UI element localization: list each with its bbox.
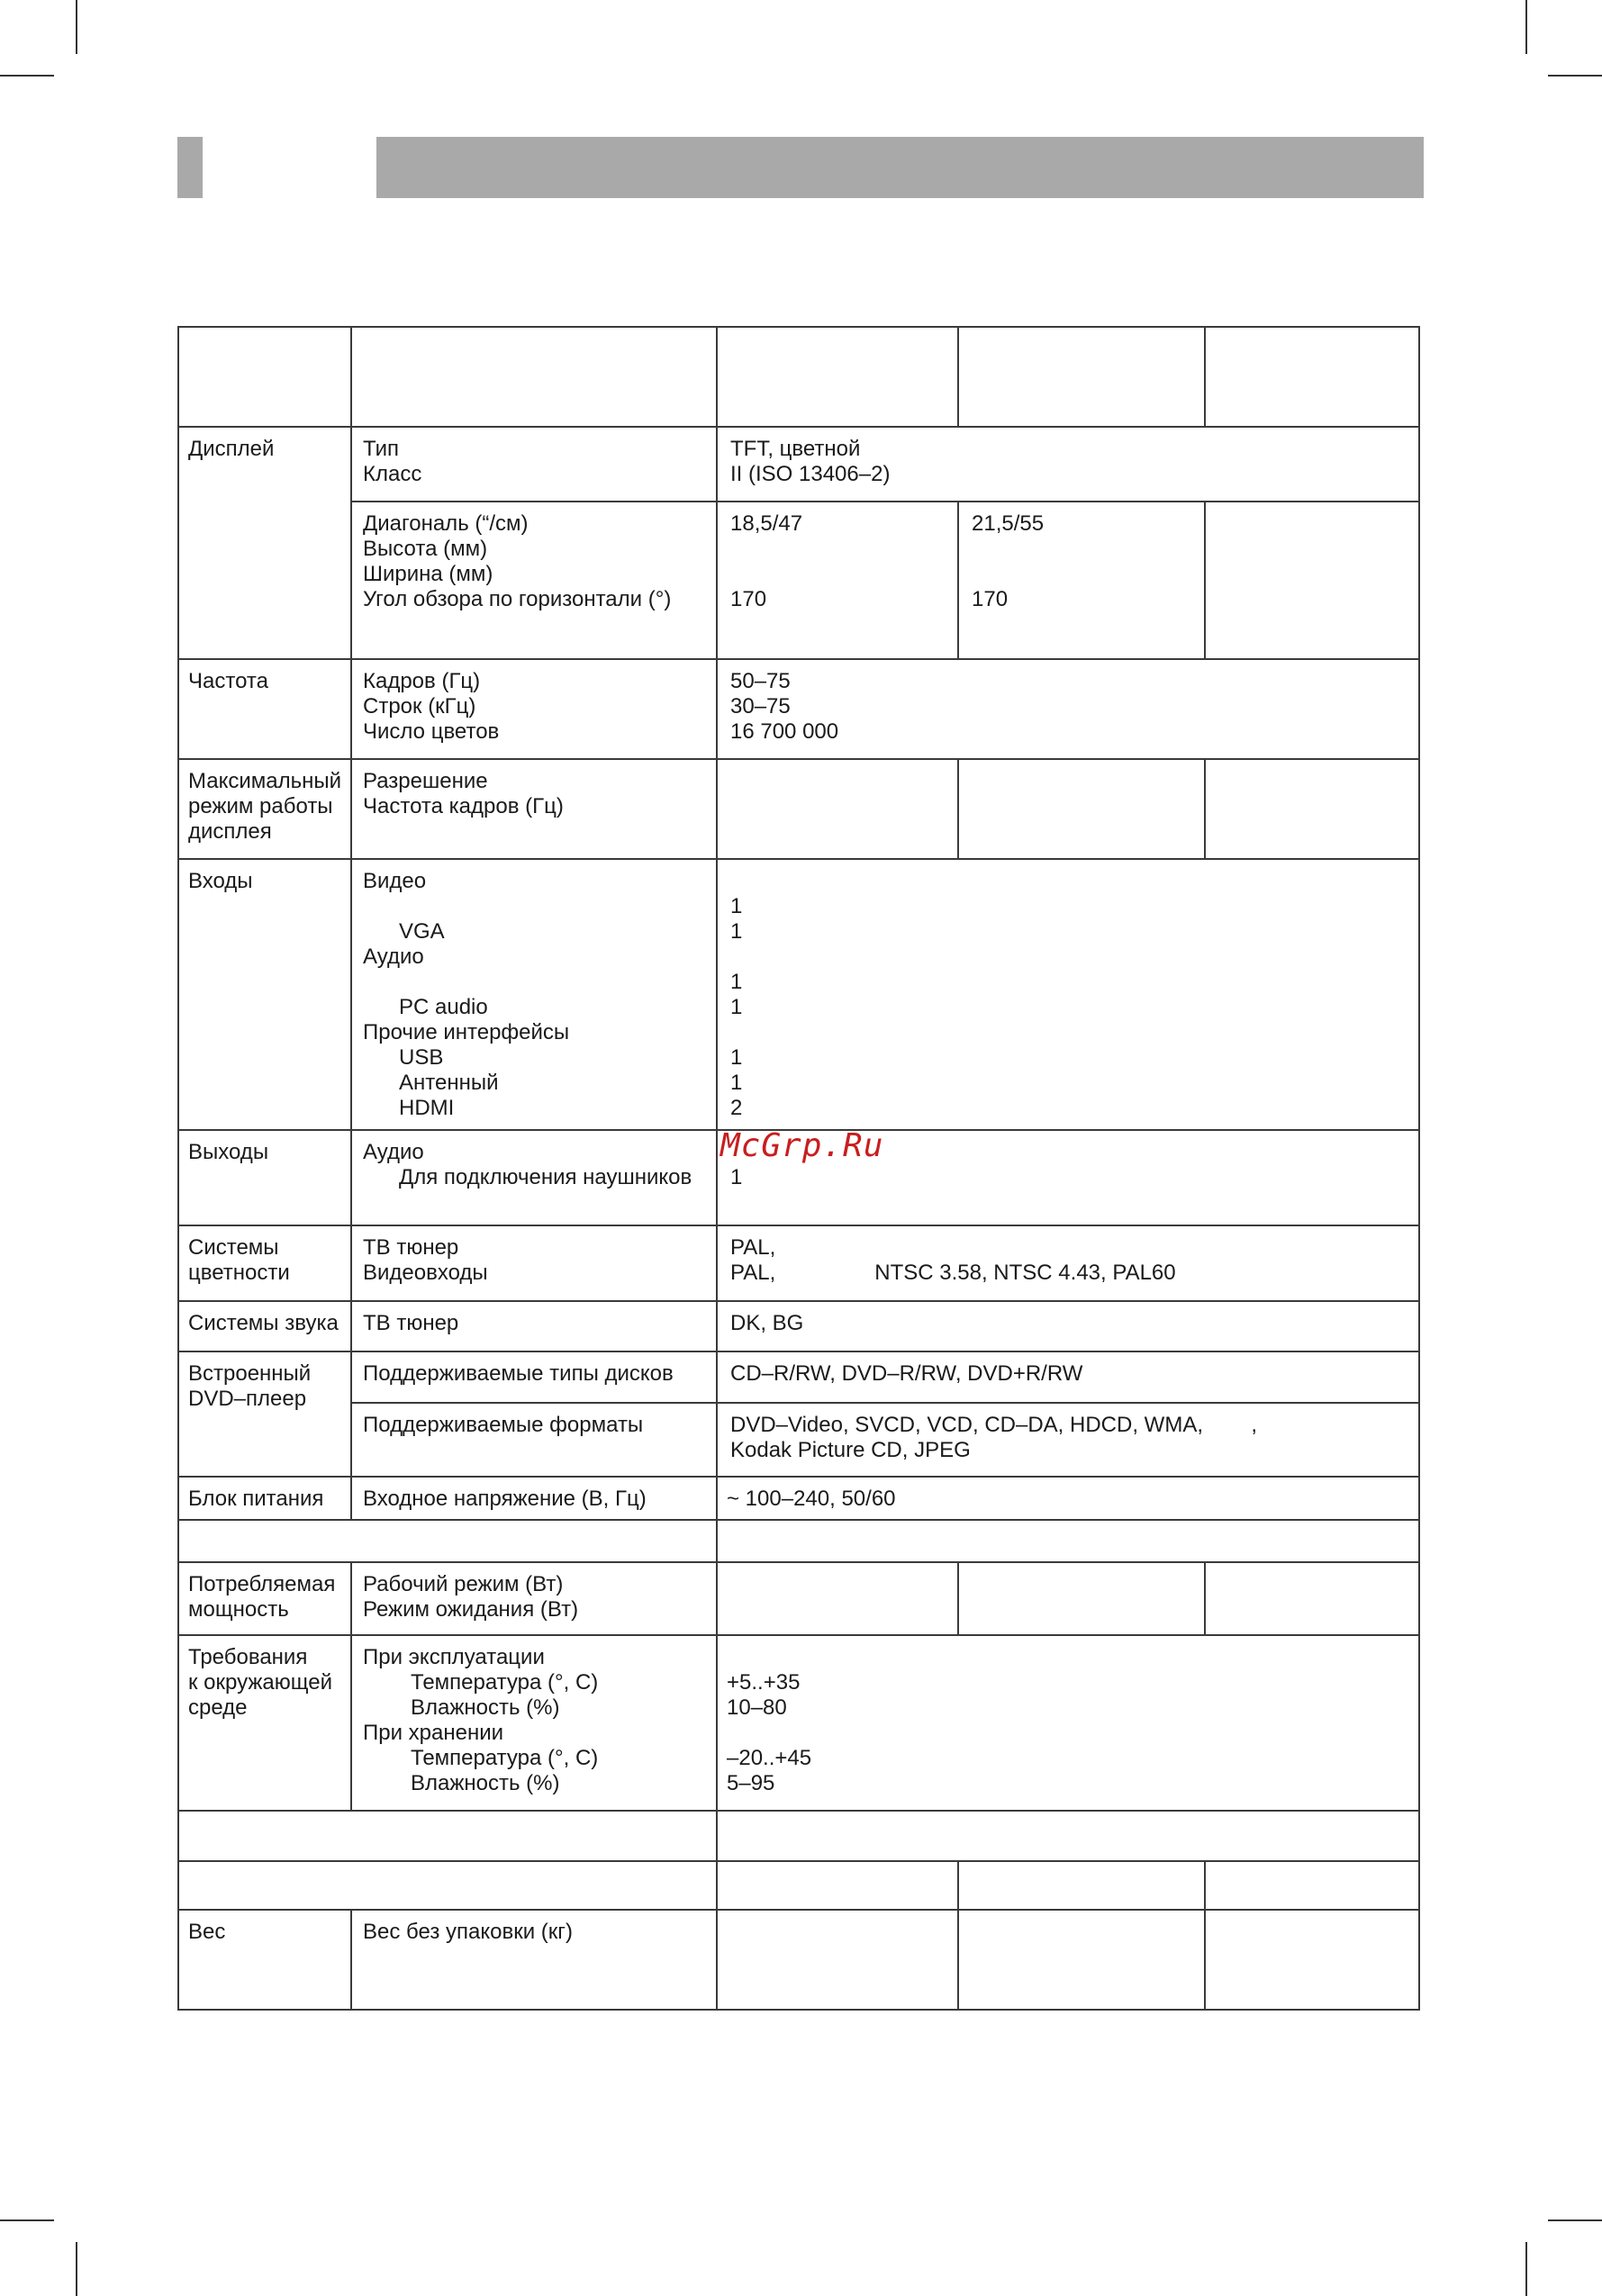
- table-row: [178, 1635, 1419, 1811]
- param-cell: Поддерживаемые форматы: [351, 1403, 717, 1477]
- category-max-mode: Максимальный режим работы дисплея: [178, 759, 351, 859]
- value-cell: ~ 100–240, 50/60: [717, 1477, 1419, 1520]
- param-cell: Диагональ (“/см) Высота (мм) Ширина (мм) Угол обзора по горизонтали (°): [351, 502, 717, 659]
- category-frequency: Частота: [178, 659, 351, 759]
- param-cell: Рабочий режим (Вт) Режим ожидания (Вт): [351, 1562, 717, 1635]
- header-cell: [1205, 327, 1419, 427]
- header-tab: [177, 137, 203, 198]
- category-display: Дисплей: [178, 427, 351, 659]
- table-row: [178, 859, 1419, 1130]
- param-cell: Входное напряжение (В, Гц): [351, 1477, 717, 1520]
- table-row: [178, 1225, 1419, 1301]
- blank-cell: [717, 1520, 1419, 1562]
- param-cell: Разрешение Частота кадров (Гц): [351, 759, 717, 859]
- table-row: [178, 1351, 1419, 1403]
- param-cell: ТВ тюнер: [351, 1301, 717, 1351]
- category-environment: Требования к окружающей среде: [178, 1635, 351, 1811]
- param-cell: Вес без упаковки (кг): [351, 1910, 717, 2010]
- value-cell: CD–R/RW, DVD–R/RW, DVD+R/RW: [717, 1351, 1419, 1403]
- value-cell: 50–75 30–75 16 700 000: [717, 659, 1419, 759]
- crop-mark: [1548, 2219, 1602, 2221]
- spec-table: [177, 326, 1420, 2011]
- blank-cell: [1205, 1861, 1419, 1910]
- value-cell: [717, 1910, 958, 2010]
- category-inputs: Входы: [178, 859, 351, 1130]
- crop-mark: [76, 0, 77, 54]
- value-cell: [958, 1562, 1205, 1635]
- value-cell: +5..+35 10–80 –20..+45 5–95: [717, 1635, 1419, 1811]
- table-row: [178, 759, 1419, 859]
- table-row: [178, 1520, 1419, 1562]
- value-cell: [717, 1562, 958, 1635]
- value-cell: [958, 759, 1205, 859]
- category-weight: Вес: [178, 1910, 351, 2010]
- value-cell: DK, BG: [717, 1301, 1419, 1351]
- watermark-text: McGrp.Ru: [720, 1127, 884, 1164]
- table-row: [178, 1477, 1419, 1520]
- param-cell: Тип Класс: [351, 427, 717, 502]
- header-cell: [958, 327, 1205, 427]
- value-cell: [1205, 502, 1419, 659]
- blank-cell: [717, 1811, 1419, 1861]
- blank-cell: [178, 1520, 717, 1562]
- crop-mark: [1525, 2242, 1527, 2296]
- value-cell: DVD–Video, SVCD, VCD, CD–DA, HDCD, WMA, , Kodak Picture CD, JPEG: [717, 1403, 1419, 1477]
- header-bar: [376, 137, 1424, 198]
- blank-cell: [178, 1861, 717, 1910]
- value-cell: 21,5/55 170: [958, 502, 1205, 659]
- value-cell: 1 1 1 1 1 1 2: [717, 859, 1419, 1130]
- category-consumption: Потребляемая мощность: [178, 1562, 351, 1635]
- crop-mark: [0, 75, 54, 77]
- table-row: [178, 502, 1419, 659]
- blank-cell: [717, 1861, 958, 1910]
- blank-cell: [178, 1811, 717, 1861]
- value-cell: PAL, PAL, NTSC 3.58, NTSC 4.43, PAL60: [717, 1225, 1419, 1301]
- crop-mark: [1525, 0, 1527, 54]
- param-cell: Аудио Для подключения наушников: [351, 1130, 717, 1225]
- table-row: [178, 659, 1419, 759]
- table-row: [178, 1910, 1419, 2010]
- param-cell: Кадров (Гц) Строк (кГц) Число цветов: [351, 659, 717, 759]
- crop-mark: [1548, 75, 1602, 77]
- table-header-row: [178, 327, 1419, 427]
- category-sound-systems: Системы звука: [178, 1301, 351, 1351]
- table-row: [178, 1861, 1419, 1910]
- param-cell: ТВ тюнер Видеовходы: [351, 1225, 717, 1301]
- value-cell: TFT, цветной II (ISO 13406–2): [717, 427, 1419, 502]
- table-row: [178, 1811, 1419, 1861]
- table-row: [178, 427, 1419, 502]
- crop-mark: [76, 2242, 77, 2296]
- header-cell: [178, 327, 351, 427]
- param-cell: Поддерживаемые типы дисков: [351, 1351, 717, 1403]
- table-row: [178, 1562, 1419, 1635]
- header-cell: [717, 327, 958, 427]
- category-dvd: Встроенный DVD–плеер: [178, 1351, 351, 1477]
- value-cell: [958, 1910, 1205, 2010]
- blank-cell: [958, 1861, 1205, 1910]
- param-cell: Видео VGA Аудио PC audio Прочие интерфейсы USB Антенный HDMI: [351, 859, 717, 1130]
- value-cell: [1205, 1910, 1419, 2010]
- table-row: [178, 1301, 1419, 1351]
- value-cell: 18,5/47 170: [717, 502, 958, 659]
- value-cell: [1205, 1562, 1419, 1635]
- category-color-systems: Системы цветности: [178, 1225, 351, 1301]
- category-power: Блок питания: [178, 1477, 351, 1520]
- crop-mark: [0, 2219, 54, 2221]
- value-cell: 1: [717, 1130, 1419, 1225]
- table-row: [178, 1403, 1419, 1477]
- param-cell: При эксплуатации Температура (°, С) Влажность (%) При хранении Температура (°, С) Влажность (%): [351, 1635, 717, 1811]
- value-cell: [717, 759, 958, 859]
- category-outputs: Выходы: [178, 1130, 351, 1225]
- header-cell: [351, 327, 717, 427]
- value-cell: [1205, 759, 1419, 859]
